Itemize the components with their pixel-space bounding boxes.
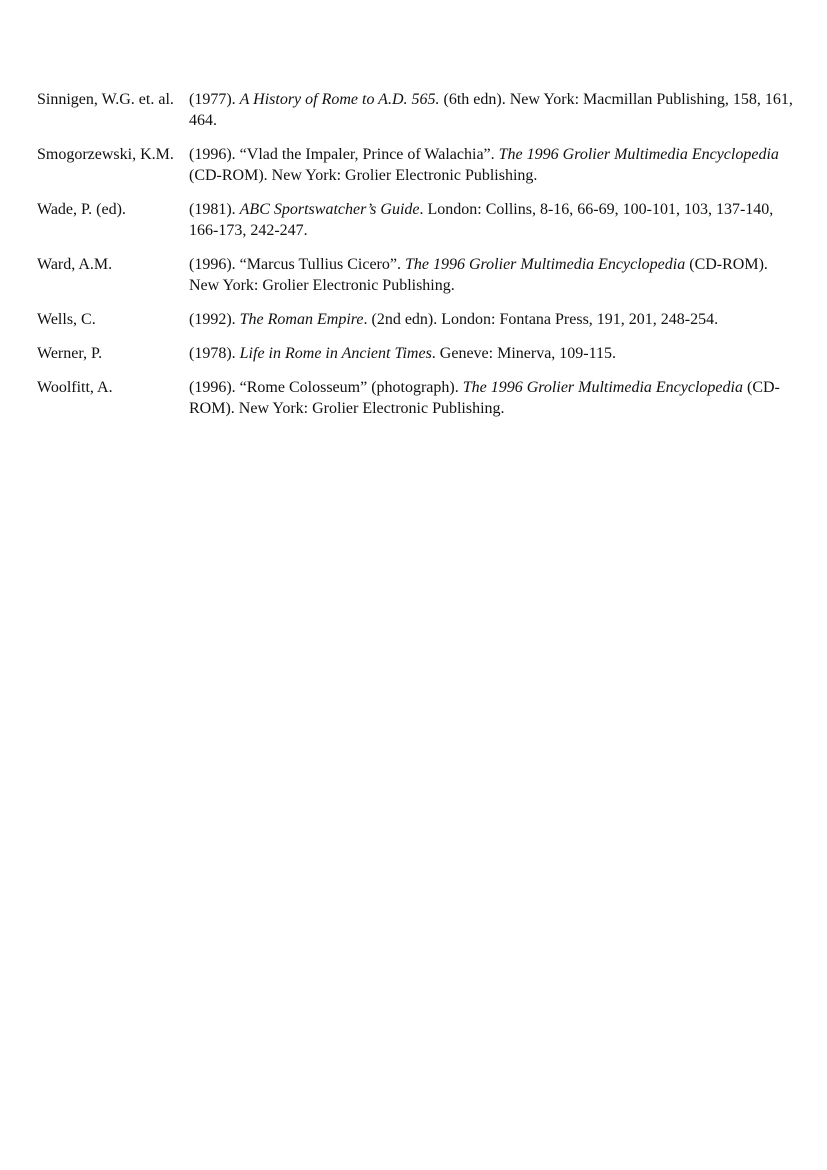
entry-text: (6th edn). New York: Macmillan Publishing, 158, 161, 464. (189, 91, 793, 129)
entry-title: ABC Sportswatcher’s Guide (239, 201, 420, 218)
entry-text: (1978). (189, 345, 240, 362)
entry-reference (189, 343, 797, 364)
bibliography-entry (37, 377, 797, 419)
entry-author: Wells, C. (37, 311, 96, 328)
entry-text: (CD-ROM). New York: Grolier Electronic Publishing. (189, 256, 768, 294)
entry-text: (1996). “Marcus Tullius Cicero”. (189, 256, 405, 273)
entry-reference (189, 309, 797, 330)
entry-title: The 1996 Grolier Multimedia Encyclopedia (498, 146, 779, 163)
entry-text: . London: Collins, 8-16, 66-69, 100-101, 103, 137-140, 166-173, 242-247. (189, 201, 774, 239)
entry-text: . Geneve: Minerva, 109-115. (431, 345, 617, 362)
bibliography-entry (37, 199, 797, 241)
entry-author: Sinnigen, W.G. et. al. (37, 91, 174, 108)
entry-author: Smogorzewski, K.M. (37, 146, 174, 163)
entry-reference (189, 199, 797, 241)
entry-title: A History of Rome to A.D. 565. (239, 91, 440, 108)
bibliography-page (37, 89, 797, 432)
entry-reference (189, 377, 797, 419)
entry-text: (1992). (189, 311, 240, 328)
entry-author: Woolfitt, A. (37, 379, 113, 396)
bibliography-entry (37, 343, 797, 364)
entry-title: Life in Rome in Ancient Times (239, 345, 432, 362)
entry-reference (189, 89, 797, 131)
entry-reference (189, 254, 797, 296)
entry-text: (1996). “Rome Colosseum” (photograph). (189, 379, 463, 396)
entry-text: . (2nd edn). London: Fontana Press, 191, 201, 248-254. (363, 311, 719, 328)
entry-author: Ward, A.M. (37, 256, 113, 273)
entry-text: (1981). (189, 201, 240, 218)
entry-author: Werner, P. (37, 345, 103, 362)
bibliography-entry (37, 309, 797, 330)
entry-author: Wade, P. (ed). (37, 201, 126, 218)
entry-title: The 1996 Grolier Multimedia Encyclopedia (404, 256, 686, 273)
bibliography-entry (37, 254, 797, 296)
bibliography-list (37, 89, 797, 419)
entry-reference (189, 144, 797, 186)
bibliography-entry (37, 144, 797, 186)
entry-title: The Roman Empire (239, 311, 364, 328)
bibliography-entry (37, 89, 797, 131)
entry-text: (1996). “Vlad the Impaler, Prince of Walachia”. (189, 146, 499, 163)
entry-text: (1977). (189, 91, 240, 108)
entry-text: (CD-ROM). New York: Grolier Electronic Publishing. (189, 167, 538, 184)
entry-title: The 1996 Grolier Multimedia Encyclopedia (462, 379, 743, 396)
entry-text: (CD-ROM). New York: Grolier Electronic Publishing. (189, 379, 780, 417)
